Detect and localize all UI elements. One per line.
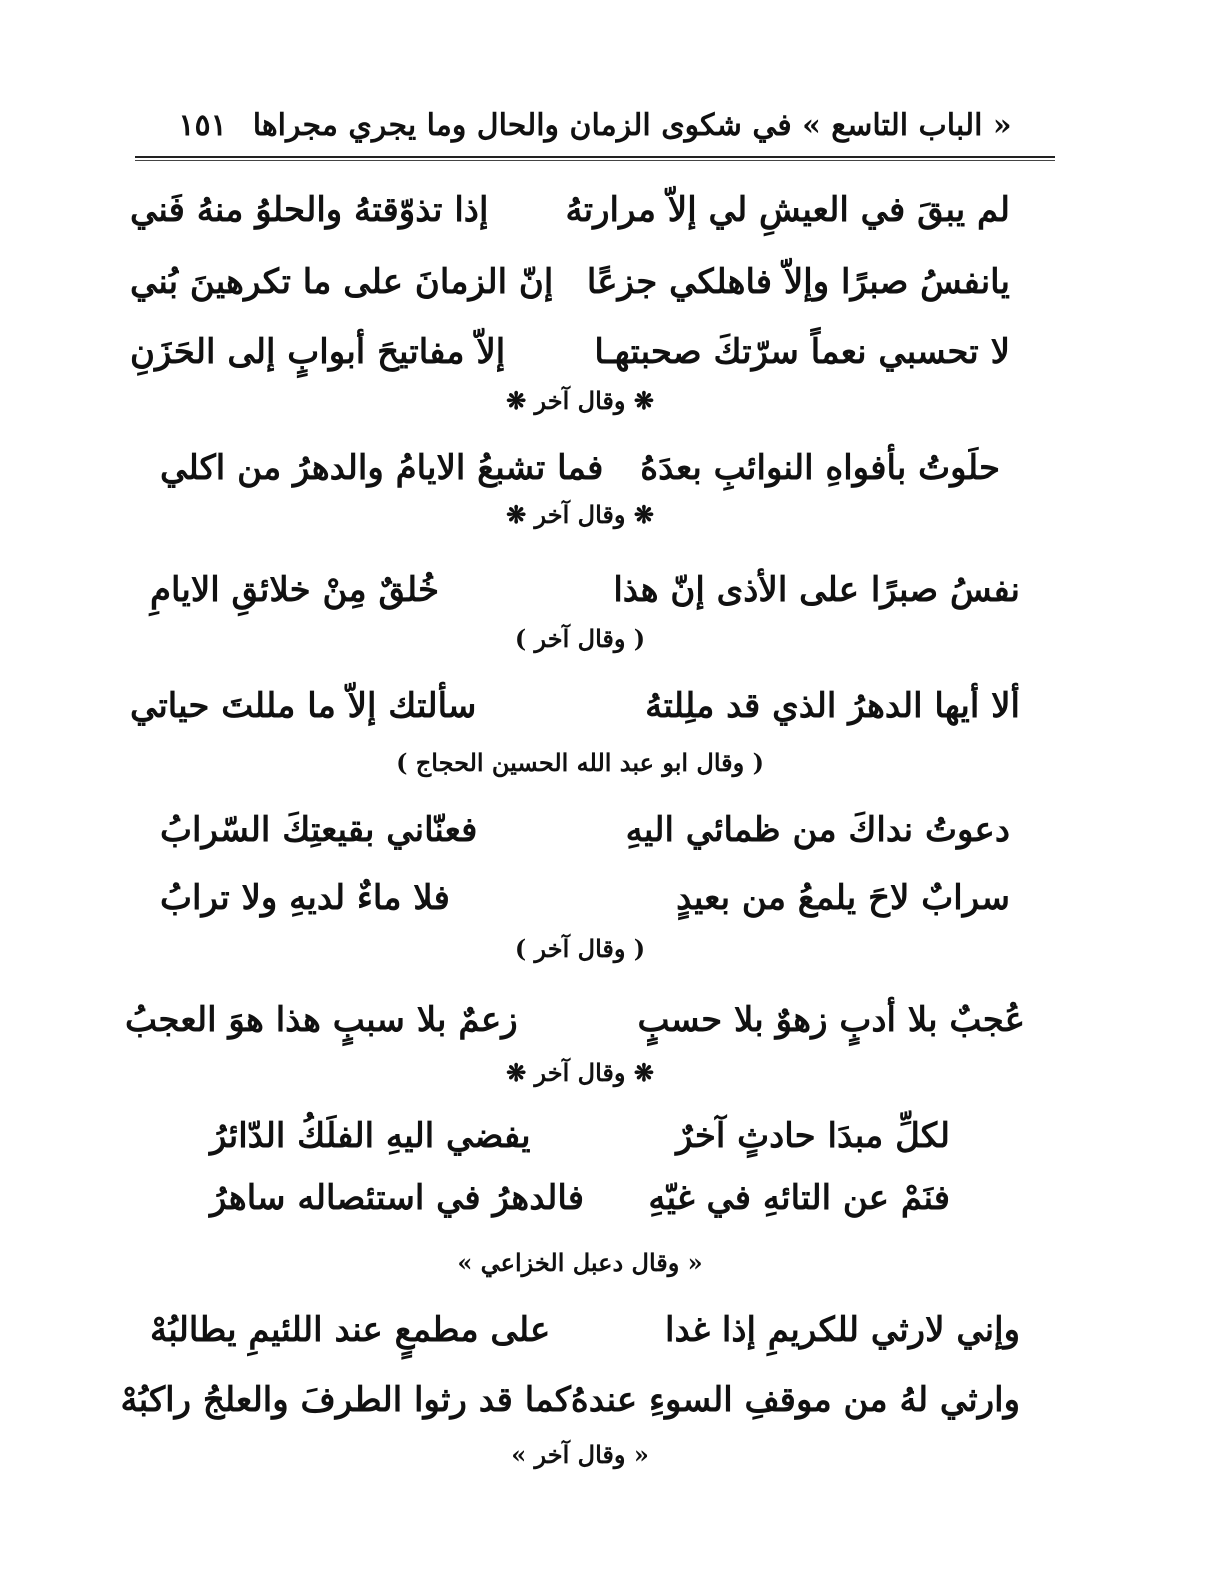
verse-first-hemistich: فنَمْ عن التائهِ في غيّهِ [648,1178,950,1218]
poem-attribution-heading: « وقال آخر » [511,1440,649,1469]
verse-second-hemistich: إذا تذوّقتهُ والحلوُ منهُ فَني [130,190,489,230]
poem-attribution-heading: ❋ وقال آخر ❋ [506,1058,654,1087]
verse-first-hemistich: سرابٌ لاحَ يلمعُ من بعيدٍ [676,878,1010,918]
verse-first-hemistich: يانفسُ صبرًا وإلاّ فاهلكي جزعًا [586,262,1010,302]
verse-line [160,438,1000,498]
verse-first-hemistich: نفسُ صبرًا على الأذى إنّ هذا [613,570,1020,610]
verse-second-hemistich: إلاّ مفاتيحَ أبوابٍ إلى الحَزَنِ [130,332,506,372]
poem-attribution-heading: ( وقال آخر ) [514,934,646,963]
verse-line [150,560,1020,620]
poem-attribution-heading: ❋ وقال آخر ❋ [506,500,654,529]
verse-second-hemistich: فلا ماءٌ لديهِ ولا ترابُ [160,878,450,918]
verse-second-hemistich: فما تشبعُ الايامُ والدهرُ من اكلي [160,448,604,488]
verse-first-hemistich: وإني لارثي للكريمِ إذا غدا [665,1310,1020,1350]
verse-second-hemistich: إنّ الزمانَ على ما تكرهينَ بُني [130,262,554,302]
header-rule [135,156,1055,158]
verse-second-hemistich: فالدهرُ في استئصاله ساهرُ [210,1178,585,1218]
verse-first-hemistich: وارثي لهُ من موقفِ السوءِ عندهُ [570,1380,1020,1420]
verse-line [150,1300,1020,1360]
verse-line [160,868,1010,928]
verse-line [130,676,1020,736]
verse-line [160,800,1010,860]
poem-attribution-heading: ❋ وقال آخر ❋ [506,386,654,415]
verse-second-hemistich: خُلقٌ مِنْ خلائقِ الايامِ [150,570,440,610]
verse-second-hemistich: زعمٌ بلا سببٍ هذا هوَ العجبُ [125,1000,518,1040]
verse-line [125,990,1025,1050]
page-number: ١٥١ [178,107,227,143]
chapter-title: « الباب التاسع » في شكوى الزمان والحال وما يجري مجراها [252,107,1012,143]
verse-line [130,252,1010,312]
verse-line [210,1106,950,1166]
verse-second-hemistich: كما قد رثوا الطرفَ والعلجُ راكبُهْ [120,1380,571,1420]
verse-first-hemistich: لم يبقَ في العيشِ لي إلاّ مرارتهُ [565,190,1010,230]
verse-first-hemistich: لكلِّ مبدَا حادثٍ آخرٌ [676,1116,950,1156]
verse-second-hemistich: فعنّاني بقيعتِكَ السّرابُ [160,810,478,850]
verse-second-hemistich: سألتك إلاّ ما مللتَ حياتي [130,686,477,726]
verse-first-hemistich: دعوتُ نداكَ من ظمائي اليهِ [625,810,1010,850]
verse-first-hemistich: ألا أيها الدهرُ الذي قد ملِلتهُ [645,686,1020,726]
verse-line [130,180,1010,240]
header-rule-thin [135,160,1055,161]
running-header [178,100,1012,150]
verse-line [210,1168,950,1228]
verse-line [120,1370,1020,1430]
verse-second-hemistich: على مطمعٍ عند اللئيمِ يطالبُهْ [150,1310,551,1350]
poem-attribution-heading: ( وقال ابو عبد الله الحسين الحجاج ) [396,748,764,777]
verse-line [130,322,1010,382]
verse-first-hemistich: عُجبٌ بلا أدبٍ زهوٌ بلا حسبٍ [637,1000,1025,1040]
verse-first-hemistich: حلَوتُ بأفواهِ النوائبِ بعدَهُ [640,448,1000,488]
poem-attribution-heading: « وقال دعبل الخزاعي » [457,1248,703,1277]
verse-first-hemistich: لا تحسبي نعماً سرّتكَ صحبتهـا [594,332,1010,372]
poem-attribution-heading: ( وقال آخر ) [514,624,646,653]
verse-second-hemistich: يفضي اليهِ الفلَكُ الدّائرُ [210,1116,531,1156]
